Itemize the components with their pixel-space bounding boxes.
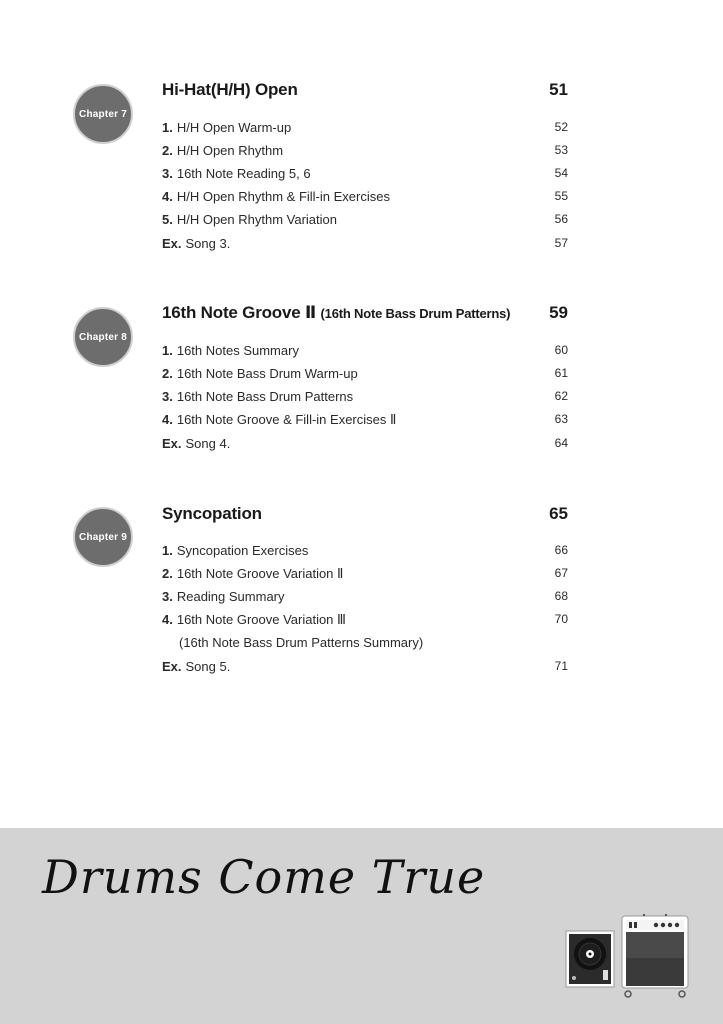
chapter-badge [73,84,133,144]
entry-text: Song 3. [185,236,231,251]
toc-entry[interactable] [162,189,568,209]
entry-text: H/H Open Rhythm [176,143,284,158]
toc-entry[interactable] [162,236,568,256]
entry-number: 1. [162,543,173,558]
entry-text: 16th Note Bass Drum Patterns [176,389,354,404]
entry-page: 56 [554,212,568,226]
toc-entry-continuation [162,635,585,655]
entry-number: 5. [162,212,173,227]
entry-page: 53 [554,143,568,157]
entry-text: 16th Note Groove Variation Ⅱ [176,566,344,581]
brand-wordmark: Drums Come True [42,850,486,904]
amplifier-icon [620,914,690,998]
toc-entry[interactable] [162,389,568,409]
footer-band [0,828,723,1024]
entry-number: 3. [162,389,173,404]
entry-page: 54 [554,166,568,180]
chapter-badge-label: Chapter 8 [79,331,127,343]
entry-text: Song 5. [185,659,231,674]
toc-entry[interactable] [162,212,568,232]
entry-page: 62 [554,389,568,403]
toc-entry[interactable] [162,143,568,163]
entry-text: 16th Note Groove Variation Ⅲ [176,612,346,627]
chapter-badge-label: Chapter 7 [79,108,127,120]
chapter-title-text: Hi-Hat(H/H) Open [162,80,298,99]
entry-number: 2. [162,366,173,381]
chapter-page-number: 59 [549,303,568,322]
entry-page: 68 [554,589,568,603]
entry-text: H/H Open Rhythm Variation [176,212,338,227]
entry-text: 16th Note Groove & Fill-in Exercises Ⅱ [176,412,397,427]
turntable-icon [565,930,615,988]
entry-number: 3. [162,589,173,604]
entry-page: 63 [554,412,568,426]
chapter-badge [73,307,133,367]
entry-number: 4. [162,612,173,627]
chapter-page-number: 65 [549,504,568,523]
entry-page: 57 [554,236,568,250]
entry-page: 52 [554,120,568,134]
entry-number: Ex. [162,436,182,451]
entry-text: Reading Summary [176,589,285,604]
entry-page: 71 [554,659,568,673]
toc-entry[interactable] [162,412,568,432]
toc-entry[interactable] [162,120,568,140]
entry-text: 16th Note Bass Drum Warm-up [176,366,358,381]
entry-text: Song 4. [185,436,231,451]
entry-number: 1. [162,343,173,358]
entry-number: 4. [162,412,173,427]
chapter-subtitle: (16th Note Bass Drum Patterns) [320,306,511,321]
toc-entry[interactable] [162,543,568,563]
entry-text: 16th Notes Summary [176,343,299,358]
entry-number: 1. [162,120,173,135]
entry-text: Syncopation Exercises [176,543,309,558]
chapter-title-text: Syncopation [162,504,262,523]
entry-page: 60 [554,343,568,357]
entry-page: 70 [554,612,568,626]
toc-entry[interactable] [162,343,568,363]
entry-number: 4. [162,189,173,204]
toc-entry[interactable] [162,589,568,609]
toc-entry[interactable] [162,612,568,632]
entry-number: Ex. [162,236,182,251]
entry-text: (16th Note Bass Drum Patterns Summary) [179,635,424,650]
entry-page: 61 [554,366,568,380]
chapter-title[interactable] [162,80,298,100]
entry-number: 3. [162,166,173,181]
entry-page: 64 [554,436,568,450]
entry-page: 67 [554,566,568,580]
entry-text: H/H Open Warm-up [176,120,292,135]
chapter-badge [73,507,133,567]
toc-entry[interactable] [162,436,568,456]
chapter-title[interactable] [162,303,510,323]
toc-entry[interactable] [162,566,568,586]
chapter-page-number: 51 [549,80,568,99]
toc-entry[interactable] [162,659,568,679]
toc-entry[interactable] [162,366,568,386]
entry-text: H/H Open Rhythm & Fill-in Exercises [176,189,390,204]
chapter-title-text: 16th Note Groove Ⅱ [162,303,317,322]
chapter-badge-label: Chapter 9 [79,531,127,543]
entry-page: 66 [554,543,568,557]
entry-text: 16th Note Reading 5, 6 [176,166,311,181]
entry-number: Ex. [162,659,182,674]
entry-number: 2. [162,566,173,581]
chapter-title[interactable] [162,504,262,524]
entry-page: 55 [554,189,568,203]
toc-entry[interactable] [162,166,568,186]
entry-number: 2. [162,143,173,158]
